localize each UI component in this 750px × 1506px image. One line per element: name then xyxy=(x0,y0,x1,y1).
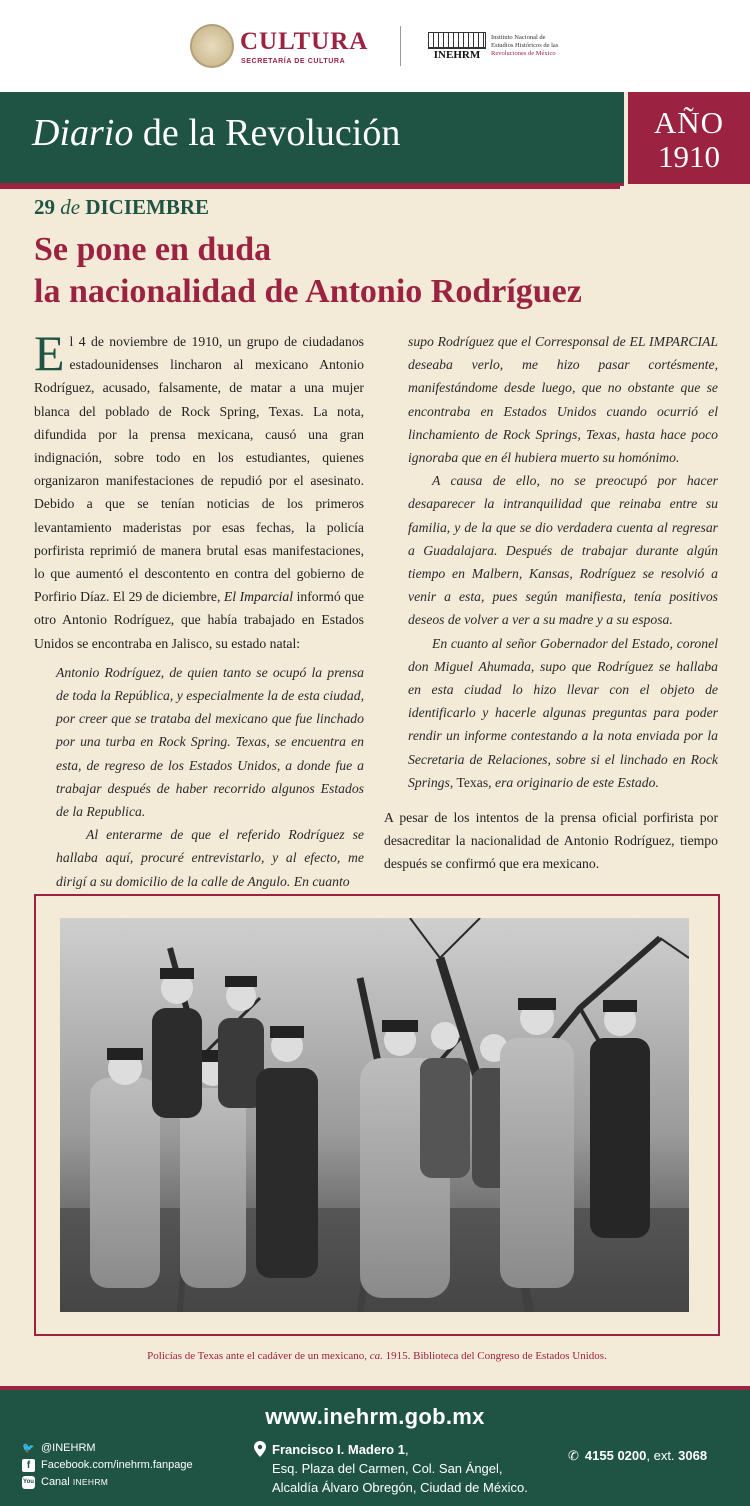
intro-text: informó que otro Antonio Rodríguez, que había trabajado en Estados Unidos se encontraba en Jalisco, su estado natal: xyxy=(34,589,364,651)
phone-ext-label: , ext. xyxy=(646,1448,679,1463)
headline-line: Se pone en duda xyxy=(34,231,272,268)
closing-paragraph: A pesar de los intentos de la prensa oficial porfirista por desacreditar la nacionalidad de Antonio Rodríguez, tiempo después se confirmó que era mexicano. xyxy=(384,810,718,872)
inehrm-logo: INEHRM xyxy=(428,47,486,61)
address-street: Francisco I. Madero 1 xyxy=(272,1442,405,1457)
title-band-rule xyxy=(0,186,620,189)
quote-paragraph: supo Rodríguez que el Corresponsal de EL IMPARCIAL deseaba verlo, me hizo pasar cortésmente, manifestándome desde luego, que no obstante que se encontraba en Estados Unidos cuando ocurrió el linchamiento de Rock Springs, Texas, hasta hace poco ignoraba que en él hubiera muerto su homónimo. xyxy=(408,334,718,466)
date-de: de xyxy=(60,195,81,219)
youtube-label: Canal xyxy=(41,1476,70,1488)
cultura-subtitle: SECRETARÍA DE CULTURA xyxy=(241,58,346,65)
youtube-channel: INEHRM xyxy=(72,1477,109,1487)
footer xyxy=(0,1386,750,1506)
year-label: AÑO xyxy=(653,105,725,140)
quote-text: , era originario de este Estado. xyxy=(488,774,659,790)
inehrm-building-icon xyxy=(428,32,486,48)
caption-text: Policías de Texas ante el cadáver de un mexicano, xyxy=(147,1350,370,1362)
twitter-link[interactable] xyxy=(22,1440,193,1457)
series-title xyxy=(32,111,400,155)
youtube-link[interactable] xyxy=(22,1474,193,1491)
phone-ext: 3068 xyxy=(678,1448,708,1463)
quote-paragraph: Al enterarme de que el referido Rodríguez se hallaba aquí, procuré entrevistarlo, y al efecto, me dirigí a su domicilio de la calle de Angulo. En cuanto xyxy=(56,827,364,889)
date-day: 29 xyxy=(34,195,55,219)
inehrm-desc-line: Instituto Nacional de xyxy=(491,34,546,41)
photo-illustration xyxy=(60,918,689,1312)
quote-text: En cuanto al señor Gobernador del Estado, coronel don Miguel Ahumada, supo que Rodríguez se hallaba en esta ciudad lo hizo llevar con el objeto de identificarlo y hacerle algunas preguntas para poder rendir un informe contestando a la nota enviada por la Secretaria de Relaciones, sobre si el linchado en Rock Springs xyxy=(408,635,718,790)
phone-main: 4155 0200 xyxy=(584,1448,647,1463)
twitter-handle: @INEHRM xyxy=(41,1442,96,1454)
caption-text: ca. xyxy=(369,1350,383,1362)
logo-divider xyxy=(400,26,401,66)
quote-paragraph xyxy=(408,632,718,794)
quote-block xyxy=(34,661,364,893)
series-title-rest: de la Revolución xyxy=(133,112,401,154)
headline-line: la nacionalidad de Antonio Rodríguez xyxy=(34,273,582,310)
phone-icon: ✆ xyxy=(568,1448,579,1463)
social-links xyxy=(22,1440,193,1491)
caption-text: 1915. Biblioteca del Congreso de Estados Unidos. xyxy=(382,1350,607,1362)
article-column-left xyxy=(34,325,364,893)
national-seal-icon xyxy=(190,24,234,68)
phone-number[interactable] xyxy=(568,1448,707,1464)
facebook-link[interactable] xyxy=(22,1457,193,1474)
series-title-italic: Diario xyxy=(32,112,134,154)
newspaper-name: El Imparcial xyxy=(223,589,294,605)
inehrm-desc-line: Estudios Históricos de las xyxy=(491,42,559,49)
facebook-icon: f xyxy=(22,1459,35,1472)
quote-paragraph: A causa de ello, no se preocupó por hacer desaparecer la intranquilidad que reinaba entre su familia, y de la que se dio verdadera cuenta al regresar a Guadalajara. Después de trabajar durante algún tiempo en Malbern, Kansas, Rodríguez se resolvió a venir a esta, pues según manifiesta, tenía positivos deseos de volver a ver a su madre y a su esposa. xyxy=(408,473,718,628)
entry-date xyxy=(34,195,209,220)
intro-text: l 4 de noviembre de 1910, un grupo de ciudadanos estadounidenses lincharon al mexicano Antonio Rodríguez, acusado, falsamente, de matar a una mujer blanca del poblado de Rock Spring, Texas. La nota, difundida por la prensa mexicana, causó una gran indignación, sobre todo en los estudiantes, quienes organizaron manifestaciones de repudió por el asesinato. Debido a que se tenían noticias de los primeros levantamiento maderistas por esas fechas, la policía porfirista reprimió de manera brutal esas manifestaciones, lo que aumentó el descontento en contra del gobierno de Porfirio Díaz. El 29 de diciembre, xyxy=(34,334,364,605)
website-link[interactable]: www.inehrm.gob.mx xyxy=(265,1404,485,1429)
intro-paragraph xyxy=(34,325,364,655)
location-pin-icon xyxy=(254,1441,266,1457)
address-line: Esq. Plaza del Carmen, Col. San Ángel, xyxy=(272,1461,503,1476)
year-value: 1910 xyxy=(658,139,720,174)
address-punct: , xyxy=(404,1442,409,1457)
cultura-logo: CULTURA xyxy=(240,28,369,55)
article-column-right xyxy=(384,330,718,876)
youtube-icon: You xyxy=(22,1476,35,1489)
quote-block-continued xyxy=(384,330,718,794)
date-month: DICIEMBRE xyxy=(85,195,210,219)
quote-paragraph: Antonio Rodríguez, de quien tanto se ocupó la prensa de toda la República, y especialmente la de esta ciudad, por creer que se trataba del mexicano que fue linchado por una turba en Rock Spring. Texas, se encuentra en esta, de regreso de los Estados Unidos, a donde fue a trabajar después de haber recorrido algunos Estados de la Republica. xyxy=(56,664,364,820)
inehrm-description xyxy=(491,34,558,58)
year-box xyxy=(624,92,750,188)
twitter-icon: 🐦 xyxy=(22,1443,35,1454)
inehrm-desc-line: Revoluciones de México xyxy=(491,50,556,57)
dropcap: E xyxy=(34,325,65,381)
facebook-handle: Facebook.com/inehrm.fanpage xyxy=(41,1459,193,1471)
headline xyxy=(34,229,724,313)
logo-bar xyxy=(0,0,750,92)
historical-photo xyxy=(60,918,689,1312)
quote-text: , Texas xyxy=(449,774,489,790)
address-line: Alcaldía Álvaro Obregón, Ciudad de México. xyxy=(272,1480,528,1495)
photo-caption xyxy=(34,1350,720,1362)
